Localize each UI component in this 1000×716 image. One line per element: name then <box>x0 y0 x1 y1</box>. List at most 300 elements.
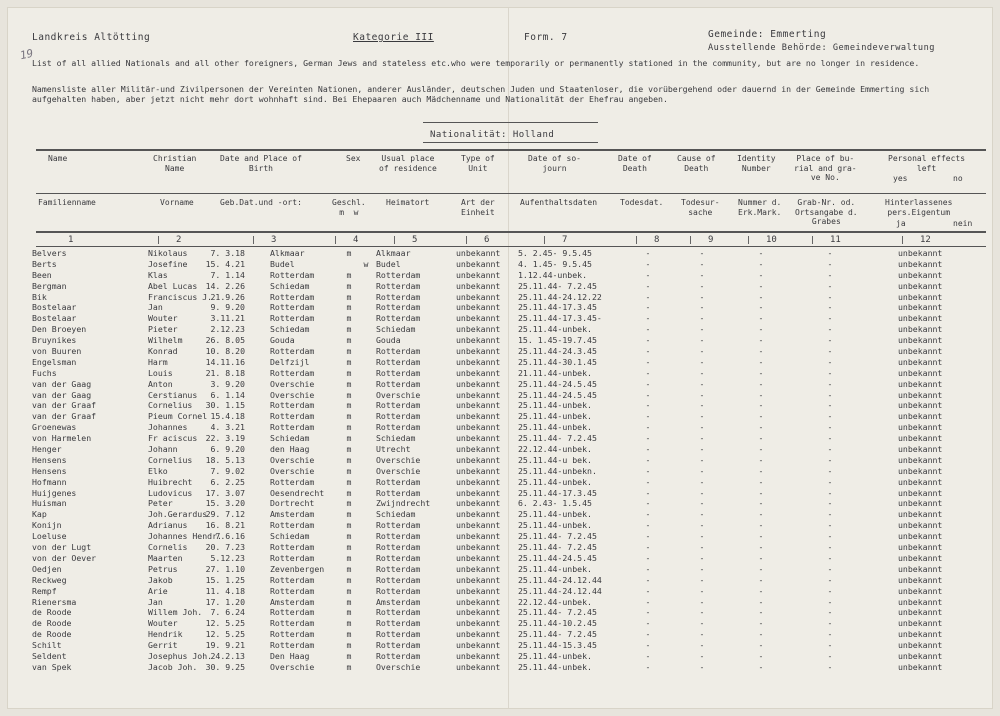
cell-dash-8: - <box>645 531 651 542</box>
cell-sex-w: w <box>363 258 369 269</box>
cell-vorname: Jan <box>148 302 163 313</box>
cell-dash-11: - <box>827 258 833 269</box>
cell-dash-8: - <box>645 302 651 313</box>
cell-dash-9: - <box>699 367 705 378</box>
cell-birth-date: 3. 9.20 <box>210 378 245 389</box>
cell-unit: unbekannt <box>456 640 501 651</box>
table-rule-body <box>36 246 986 247</box>
cell-dash-11: - <box>827 650 833 661</box>
cell-birth-date: 6. 1.14 <box>210 389 245 400</box>
table-row <box>8 662 992 673</box>
cell-dash-9: - <box>699 509 705 520</box>
cell-vorname: Cornelius <box>148 454 193 465</box>
cell-sex-m: m <box>346 454 352 465</box>
column-number-11: 11 <box>830 235 841 245</box>
cell-unit: unbekannt <box>456 313 501 324</box>
cell-birth-date: 18. 5.13 <box>205 454 245 465</box>
cell-dash-8: - <box>645 280 651 291</box>
table-row <box>8 346 992 357</box>
cell-sex-m: m <box>346 335 352 346</box>
cell-birth-place: Rotterdam <box>270 411 315 422</box>
cell-dash-8: - <box>645 313 651 324</box>
cell-aufenthalt: 25.11.44-17.3.45 <box>518 302 597 313</box>
cell-sex-m: m <box>346 650 352 661</box>
cell-unit: unbekannt <box>456 269 501 280</box>
cell-name: Konijn <box>32 520 62 531</box>
cell-sex-m: m <box>346 411 352 422</box>
cell-birth-date: 19. 9.21 <box>205 640 245 651</box>
cell-birth-date: 29. 7.12 <box>205 509 245 520</box>
col-residence-de: Heimatort <box>386 198 430 207</box>
cell-heimatort: Overschie <box>376 389 421 400</box>
cell-vorname: Cornelis <box>148 542 188 553</box>
cell-dash-8: - <box>645 346 651 357</box>
cell-birth-place: Delfzijl <box>270 356 310 367</box>
column-tick <box>253 236 254 244</box>
cell-sex-m: m <box>346 367 352 378</box>
cell-vorname: Arie <box>148 585 168 596</box>
cell-heimatort: Rotterdam <box>376 280 421 291</box>
table-row <box>8 498 992 509</box>
cell-dash-10: - <box>758 280 764 291</box>
cell-effects: unbekannt <box>898 661 943 672</box>
cell-dash-11: - <box>827 509 833 520</box>
table-row <box>8 455 992 466</box>
cell-birth-place: Dortrecht <box>270 498 315 509</box>
cell-effects: unbekannt <box>898 585 943 596</box>
cell-dash-11: - <box>827 618 833 629</box>
cell-dash-8: - <box>645 400 651 411</box>
col-burial-de: Grab-Nr. od. Ortsangabe d. Grabes <box>795 198 858 226</box>
cell-heimatort: Schiedam <box>376 509 416 520</box>
cell-name: de Roode <box>32 629 72 640</box>
cell-heimatort: Rotterdam <box>376 291 421 302</box>
cell-unit: unbekannt <box>456 389 501 400</box>
cell-effects: unbekannt <box>898 454 943 465</box>
cell-birth-place: Rotterdam <box>270 291 315 302</box>
cell-birth-place: Overschie <box>270 378 315 389</box>
table-row <box>8 411 992 422</box>
cell-effects: unbekannt <box>898 367 943 378</box>
cell-name: van der Gaag <box>32 389 92 400</box>
cell-dash-9: - <box>699 661 705 672</box>
cell-birth-place: Schiedam <box>270 280 310 291</box>
cell-dash-11: - <box>827 291 833 302</box>
cell-heimatort: Rotterdam <box>376 552 421 563</box>
cell-heimatort: Rotterdam <box>376 629 421 640</box>
cell-aufenthalt: 25.11.44-24.5.45 <box>518 552 597 563</box>
col-effects-de: Hinterlassenes pers.Eigentum <box>885 198 953 217</box>
table-row <box>8 553 992 564</box>
cell-dash-11: - <box>827 487 833 498</box>
cell-dash-11: - <box>827 302 833 313</box>
cell-dash-9: - <box>699 280 705 291</box>
cell-birth-place: Rotterdam <box>270 313 315 324</box>
cell-dash-9: - <box>699 552 705 563</box>
cell-name: Seldent <box>32 650 67 661</box>
column-tick <box>394 236 395 244</box>
cell-aufenthalt: 25.11.44-15.3.45 <box>518 640 597 651</box>
cell-dash-11: - <box>827 389 833 400</box>
cell-dash-9: - <box>699 422 705 433</box>
cell-dash-8: - <box>645 607 651 618</box>
cell-dash-10: - <box>758 313 764 324</box>
cell-unit: unbekannt <box>456 574 501 585</box>
col-christian-en: Christian Name <box>153 154 197 173</box>
cell-heimatort: Alkmaar <box>376 248 411 258</box>
col-identity-de: Nummer d. Erk.Mark. <box>738 198 782 217</box>
cell-heimatort: Utrecht <box>376 444 411 455</box>
cell-sex-m: m <box>346 280 352 291</box>
cell-dash-10: - <box>758 640 764 651</box>
cell-sex-m: m <box>346 291 352 302</box>
cell-birth-place: Rotterdam <box>270 542 315 553</box>
cell-dash-9: - <box>699 465 705 476</box>
cell-unit: unbekannt <box>456 367 501 378</box>
cell-vorname: Johannes Hendr. <box>148 531 222 542</box>
cell-dash-8: - <box>645 269 651 280</box>
cell-effects: unbekannt <box>898 531 943 542</box>
cell-dash-9: - <box>699 356 705 367</box>
cell-sex-m: m <box>346 520 352 531</box>
cell-dash-9: - <box>699 433 705 444</box>
cell-effects: unbekannt <box>898 498 943 509</box>
cell-heimatort: Overschie <box>376 454 421 465</box>
cell-birth-place: Rotterdam <box>270 422 315 433</box>
cell-dash-9: - <box>699 476 705 487</box>
cell-unit: unbekannt <box>456 563 501 574</box>
cell-birth-date: 27. 1.10 <box>205 563 245 574</box>
col-effects-no: no <box>953 174 963 183</box>
cell-sex-m: m <box>346 248 352 258</box>
cell-dash-8: - <box>645 454 651 465</box>
table-row <box>8 313 992 324</box>
cell-dash-8: - <box>645 498 651 509</box>
table-row <box>8 575 992 586</box>
cell-unit: unbekannt <box>456 346 501 357</box>
cell-vorname: Petrus <box>148 563 178 574</box>
cell-sex-m: m <box>346 313 352 324</box>
cell-birth-place: Budel <box>270 258 295 269</box>
cell-dash-8: - <box>645 640 651 651</box>
cell-dash-9: - <box>699 346 705 357</box>
col-unit-de: Art der Einheit <box>461 198 495 217</box>
cell-name: Hensens <box>32 454 67 465</box>
cell-name: van Spek <box>32 661 72 672</box>
cell-dash-9: - <box>699 313 705 324</box>
cell-vorname: Joh.Gerardus <box>148 509 208 520</box>
cell-dash-8: - <box>645 378 651 389</box>
cell-heimatort: Rotterdam <box>376 607 421 618</box>
cell-aufenthalt: 25.11.44-unbek. <box>518 411 592 422</box>
cell-birth-place: Rotterdam <box>270 476 315 487</box>
cell-name: Hensens <box>32 465 67 476</box>
cell-unit: unbekannt <box>456 542 501 553</box>
cell-effects: unbekannt <box>898 356 943 367</box>
cell-dash-10: - <box>758 422 764 433</box>
cell-dash-8: - <box>645 542 651 553</box>
cell-effects: unbekannt <box>898 335 943 346</box>
cell-unit: unbekannt <box>456 248 501 258</box>
cell-aufenthalt: 25.11.44-24.3.45 <box>518 346 597 357</box>
cell-birth-date: 16. 8.21 <box>205 520 245 531</box>
cell-aufenthalt: 25.11.44-unbek. <box>518 509 592 520</box>
cell-aufenthalt: 25.11.44-unbekn. <box>518 465 597 476</box>
col-name-de: Familienname <box>38 198 96 207</box>
cell-dash-9: - <box>699 563 705 574</box>
cell-dash-10: - <box>758 487 764 498</box>
cell-dash-8: - <box>645 324 651 335</box>
cell-heimatort: Overschie <box>376 465 421 476</box>
cell-aufenthalt: 25.11.44-10.2.45 <box>518 618 597 629</box>
cell-dash-10: - <box>758 542 764 553</box>
cell-effects: unbekannt <box>898 269 943 280</box>
cell-name: van der Graaf <box>32 411 97 422</box>
cell-unit: unbekannt <box>456 280 501 291</box>
cell-aufenthalt: 25.11.44-u bek. <box>518 454 592 465</box>
cell-dash-10: - <box>758 400 764 411</box>
cell-birth-date: 22. 3.19 <box>205 433 245 444</box>
cell-name: Hofmann <box>32 476 67 487</box>
cell-dash-9: - <box>699 389 705 400</box>
cell-heimatort: Rotterdam <box>376 356 421 367</box>
cell-vorname: Johann <box>148 444 178 455</box>
cell-dash-10: - <box>758 454 764 465</box>
cell-unit: unbekannt <box>456 454 501 465</box>
cell-aufenthalt: 25.11.44-unbek. <box>518 400 592 411</box>
cell-name: Bostelaar <box>32 313 77 324</box>
cell-dash-8: - <box>645 411 651 422</box>
cell-heimatort: Rotterdam <box>376 574 421 585</box>
cell-birth-place: Rotterdam <box>270 607 315 618</box>
table-row <box>8 422 992 433</box>
cell-birth-date: 21.9.26 <box>210 291 245 302</box>
cell-vorname: Josephus Joh. <box>148 650 213 661</box>
cell-dash-9: - <box>699 650 705 661</box>
table-row <box>8 629 992 640</box>
cell-aufenthalt: 25.11.44- 7.2.45 <box>518 531 597 542</box>
cell-unit: unbekannt <box>456 291 501 302</box>
cell-birth-place: Rotterdam <box>270 367 315 378</box>
cell-dash-11: - <box>827 585 833 596</box>
cell-birth-date: 15.4.18 <box>210 411 245 422</box>
cell-dash-9: - <box>699 444 705 455</box>
cell-heimatort: Rotterdam <box>376 378 421 389</box>
cell-heimatort: Rotterdam <box>376 487 421 498</box>
cell-dash-8: - <box>645 444 651 455</box>
cell-sex-m: m <box>346 661 352 672</box>
cell-aufenthalt: 25.11.44-unbek. <box>518 476 592 487</box>
cell-birth-place: Overschie <box>270 465 315 476</box>
col-death-cause-en: Cause of Death <box>677 154 716 173</box>
column-tick <box>902 236 903 244</box>
table-row <box>8 586 992 597</box>
cell-birth-place: Overschie <box>270 661 315 672</box>
cell-dash-10: - <box>758 476 764 487</box>
cell-dash-10: - <box>758 335 764 346</box>
cell-birth-date: 15. 3.20 <box>205 498 245 509</box>
cell-effects: unbekannt <box>898 400 943 411</box>
cell-birth-place: Rotterdam <box>270 629 315 640</box>
column-tick <box>690 236 691 244</box>
cell-unit: unbekannt <box>456 531 501 542</box>
cell-dash-9: - <box>699 607 705 618</box>
cell-name: Bostelaar <box>32 302 77 313</box>
cell-dash-8: - <box>645 650 651 661</box>
cell-effects: unbekannt <box>898 607 943 618</box>
cell-dash-10: - <box>758 324 764 335</box>
cell-dash-10: - <box>758 596 764 607</box>
cell-sex-m: m <box>346 476 352 487</box>
table-row <box>8 324 992 335</box>
cell-birth-date: 24.2.13 <box>210 650 245 661</box>
col-sojourn-en: Date of so- journ <box>528 154 581 173</box>
cell-aufenthalt: 25.11.44- 7.2.45 <box>518 629 597 640</box>
cell-unit: unbekannt <box>456 498 501 509</box>
cell-dash-11: - <box>827 661 833 672</box>
cell-unit: unbekannt <box>456 650 501 661</box>
cell-birth-place: Den Haag <box>270 650 310 661</box>
cell-dash-10: - <box>758 520 764 531</box>
cell-aufenthalt: 6. 2.43- 1.5.45 <box>518 498 592 509</box>
cell-birth-date: 15. 4.21 <box>205 258 245 269</box>
cell-unit: unbekannt <box>456 433 501 444</box>
cell-sex-m: m <box>346 640 352 651</box>
cell-birth-place: Schiedam <box>270 433 310 444</box>
column-number-6: 6 <box>484 235 490 245</box>
cell-aufenthalt: 25.11.44-unbek. <box>518 563 592 574</box>
cell-vorname: Wouter <box>148 313 178 324</box>
col-birth-en: Date and Place of Birth <box>220 154 302 173</box>
table-rule-numbers <box>36 231 986 233</box>
cell-dash-11: - <box>827 629 833 640</box>
cell-vorname: Wilhelm <box>148 335 183 346</box>
cell-name: Fuchs <box>32 367 57 378</box>
cell-effects: unbekannt <box>898 302 943 313</box>
cell-birth-place: Rotterdam <box>270 640 315 651</box>
form-label: Form. 7 <box>524 32 568 43</box>
cell-vorname: Pieum Cornel <box>148 411 208 422</box>
cell-sex-m: m <box>346 346 352 357</box>
cell-birth-place: Rotterdam <box>270 400 315 411</box>
cell-effects: unbekannt <box>898 280 943 291</box>
cell-dash-8: - <box>645 248 651 258</box>
cell-effects: unbekannt <box>898 313 943 324</box>
cell-aufenthalt: 25.11.44-17.3.45- <box>518 313 602 324</box>
cell-dash-11: - <box>827 520 833 531</box>
cell-sex-m: m <box>346 378 352 389</box>
cell-effects: unbekannt <box>898 411 943 422</box>
cell-unit: unbekannt <box>456 552 501 563</box>
column-tick <box>544 236 545 244</box>
cell-aufenthalt: 22.12.44-unbek. <box>518 596 592 607</box>
cell-heimatort: Rotterdam <box>376 269 421 280</box>
cell-heimatort: Rotterdam <box>376 422 421 433</box>
cell-dash-8: - <box>645 389 651 400</box>
cell-dash-10: - <box>758 563 764 574</box>
cell-sex-m: m <box>346 552 352 563</box>
col-name-en: Name <box>48 154 68 163</box>
cell-birth-date: 14. 2.26 <box>205 280 245 291</box>
table-row <box>8 270 992 281</box>
cell-dash-11: - <box>827 280 833 291</box>
cell-birth-date: 15. 1.25 <box>205 574 245 585</box>
cell-dash-11: - <box>827 269 833 280</box>
table-row <box>8 379 992 390</box>
cell-unit: unbekannt <box>456 520 501 531</box>
cell-dash-8: - <box>645 367 651 378</box>
cell-dash-10: - <box>758 302 764 313</box>
cell-heimatort: Rotterdam <box>376 618 421 629</box>
column-tick <box>636 236 637 244</box>
cell-dash-8: - <box>645 552 651 563</box>
cell-unit: unbekannt <box>456 476 501 487</box>
cell-name: Been <box>32 269 52 280</box>
table-row <box>8 433 992 444</box>
col-birth-de: Geb.Dat.und -ort: <box>220 198 302 207</box>
title-german: Namensliste aller Militär-und Zivilpersonen der Vereinten Nationen, anderer Ausländer, deutschen Juden und Staatenloser, die vorübergehend oder dauernd in der Gemeinde Emmerting sich aufgehalten haben, aber jetzt nicht mehr dort wohnhaft sind. Bei Ehepaaren auch Mädchenname und Nationalität der Ehefrau angeben. <box>32 84 930 104</box>
cell-effects: unbekannt <box>898 520 943 531</box>
cell-heimatort: Rotterdam <box>376 400 421 411</box>
cell-name: Henger <box>32 444 62 455</box>
cell-dash-8: - <box>645 465 651 476</box>
cell-name: Bergman <box>32 280 67 291</box>
column-tick <box>158 236 159 244</box>
cell-dash-9: - <box>699 269 705 280</box>
cell-dash-11: - <box>827 356 833 367</box>
corner-pencil-mark: 19 <box>18 46 35 63</box>
cell-heimatort: Rotterdam <box>376 520 421 531</box>
cell-dash-10: - <box>758 433 764 444</box>
cell-aufenthalt: 25.11.44- 7.2.45 <box>518 542 597 553</box>
cell-vorname: Franciscus J. <box>148 291 213 302</box>
cell-unit: unbekannt <box>456 444 501 455</box>
cell-heimatort: Rotterdam <box>376 542 421 553</box>
cell-dash-11: - <box>827 607 833 618</box>
cell-sex-m: m <box>346 607 352 618</box>
cell-name: von Harmelen <box>32 433 92 444</box>
cell-effects: unbekannt <box>898 552 943 563</box>
cell-birth-place: Amsterdam <box>270 509 315 520</box>
cell-dash-9: - <box>699 574 705 585</box>
cell-birth-place: den Haag <box>270 444 310 455</box>
cell-sex-m: m <box>346 563 352 574</box>
cell-vorname: Maarten <box>148 552 183 563</box>
cell-dash-11: - <box>827 542 833 553</box>
cell-heimatort: Rotterdam <box>376 411 421 422</box>
cell-aufenthalt: 15. 1.45-19.7.45 <box>518 335 597 346</box>
cell-dash-9: - <box>699 640 705 651</box>
cell-effects: unbekannt <box>898 324 943 335</box>
cell-unit: unbekannt <box>456 585 501 596</box>
cell-dash-11: - <box>827 367 833 378</box>
cell-sex-m: m <box>346 269 352 280</box>
title-english: List of all allied Nationals and all other foreigners, German Jews and stateless etc.who were temporarily or permanently stationed in the community, but are no longer in residence. <box>32 58 920 68</box>
cell-unit: unbekannt <box>456 629 501 640</box>
cell-vorname: Gerrit <box>148 640 178 651</box>
col-effects-en: Personal effects left <box>888 154 966 173</box>
table-row <box>8 531 992 542</box>
cell-sex-m: m <box>346 542 352 553</box>
cell-effects: unbekannt <box>898 346 943 357</box>
cell-dash-9: - <box>699 258 705 269</box>
cell-dash-10: - <box>758 258 764 269</box>
cell-aufenthalt: 25.11.44-unbek. <box>518 661 592 672</box>
col-unit-en: Type of Unit <box>461 154 495 173</box>
cell-vorname: Louis <box>148 367 173 378</box>
table-row <box>8 400 992 411</box>
cell-birth-date: 5.12.23 <box>210 552 245 563</box>
